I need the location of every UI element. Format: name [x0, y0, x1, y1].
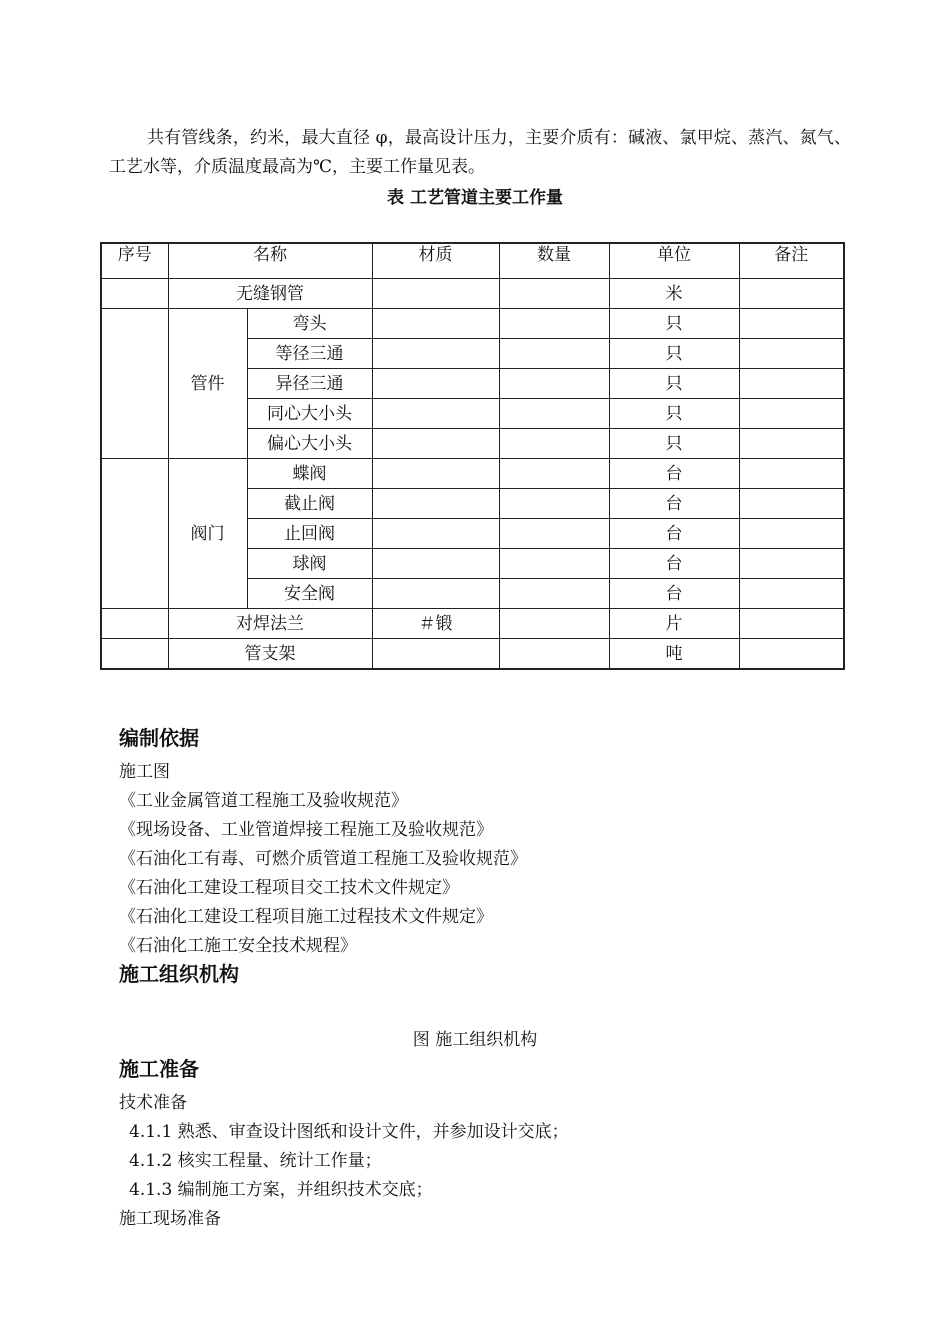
tech-prep-item: 4.1.2 核实工程量、统计工作量；	[129, 1151, 382, 1171]
item-unit: 片	[609, 609, 739, 639]
item-material	[372, 279, 499, 309]
basis-item: 《石油化工建设工程项目施工过程技术文件规定》	[119, 907, 493, 927]
header-note: 备注	[739, 243, 844, 279]
item-unit: 只	[609, 399, 739, 429]
item-name: 偏心大小头	[247, 429, 372, 459]
org-heading: 施工组织机构	[119, 962, 239, 986]
item-unit: 只	[609, 309, 739, 339]
table-row	[101, 609, 844, 639]
basis-item: 《工业金属管道工程施工及验收规范》	[119, 791, 408, 811]
tech-prep-item: 4.1.3 编制施工方案，并组织技术交底；	[129, 1180, 433, 1200]
header-name: 名称	[168, 243, 372, 279]
basis-item: 《现场设备、工业管道焊接工程施工及验收规范》	[119, 820, 493, 840]
basis-item: 施工图	[119, 762, 170, 782]
table-row	[101, 279, 844, 309]
table-row	[101, 639, 844, 670]
intro-paragraph: 共有管线条，约米，最大直径 φ，最高设计压力，主要介质有：碱液、氯甲烷、蒸汽、氮气、工艺水等，介质温度最高为℃，主要工作量见表。	[109, 128, 851, 177]
item-note	[739, 279, 844, 309]
group-label-fittings: 管件	[168, 309, 247, 459]
figure-caption: 图 施工组织机构	[412, 1030, 538, 1050]
site-prep-heading: 施工现场准备	[119, 1209, 221, 1229]
table-header-row	[101, 243, 844, 279]
table-caption: 表 工艺管道主要工作量	[387, 188, 563, 208]
header-index: 序号	[101, 243, 168, 279]
item-name: 异径三通	[247, 369, 372, 399]
item-quantity	[499, 279, 609, 309]
item-name: 球阀	[247, 549, 372, 579]
item-unit: 米	[609, 279, 739, 309]
item-name: 弯头	[247, 309, 372, 339]
item-name: 等径三通	[247, 339, 372, 369]
item-name: 同心大小头	[247, 399, 372, 429]
item-unit: 只	[609, 339, 739, 369]
item-name: 止回阀	[247, 519, 372, 549]
item-unit: 台	[609, 579, 739, 609]
basis-item: 《石油化工施工安全技术规程》	[119, 936, 357, 956]
item-name: 无缝钢管	[168, 279, 372, 309]
item-unit: 台	[609, 519, 739, 549]
workload-table	[100, 242, 845, 670]
item-unit: 台	[609, 549, 739, 579]
header-material: 材质	[372, 243, 499, 279]
item-name: 管支架	[168, 639, 372, 670]
table-row	[101, 459, 844, 489]
item-material	[372, 639, 499, 670]
header-unit: 单位	[609, 243, 739, 279]
basis-heading: 编制依据	[119, 726, 199, 750]
table-row	[101, 309, 844, 339]
basis-item: 《石油化工建设工程项目交工技术文件规定》	[119, 878, 459, 898]
tech-prep-heading: 技术准备	[119, 1093, 187, 1113]
item-unit: 吨	[609, 639, 739, 670]
item-unit: 台	[609, 459, 739, 489]
item-unit: 只	[609, 429, 739, 459]
item-name: 蝶阀	[247, 459, 372, 489]
item-unit: 只	[609, 369, 739, 399]
basis-item: 《石油化工有毒、可燃介质管道工程施工及验收规范》	[119, 849, 527, 869]
prep-heading: 施工准备	[119, 1057, 199, 1081]
tech-prep-item: 4.1.1 熟悉、审查设计图纸和设计文件，并参加设计交底；	[129, 1122, 569, 1142]
item-name: 对焊法兰	[168, 609, 372, 639]
item-material: ＃锻	[372, 609, 499, 639]
item-name: 截止阀	[247, 489, 372, 519]
item-unit: 台	[609, 489, 739, 519]
item-name: 安全阀	[247, 579, 372, 609]
group-label-valves: 阀门	[168, 459, 247, 609]
header-quantity: 数量	[499, 243, 609, 279]
